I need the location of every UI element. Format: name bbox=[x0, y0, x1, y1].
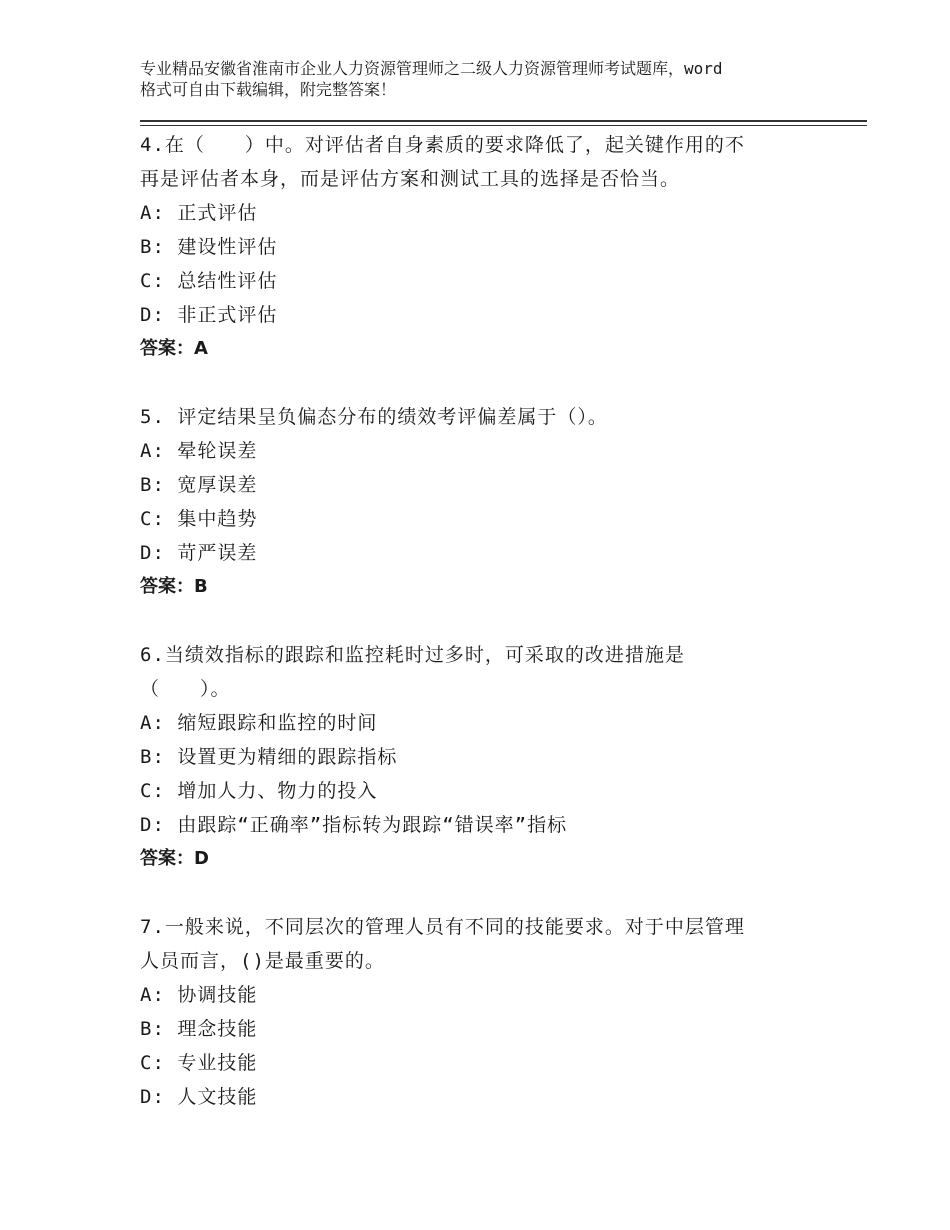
question-5 bbox=[140, 400, 820, 604]
answer-label: 答案：A bbox=[140, 338, 208, 359]
option-c: C: 专业技能 bbox=[140, 1052, 258, 1074]
question-4 bbox=[140, 128, 820, 366]
answer-label: 答案：D bbox=[140, 848, 209, 869]
option-d: D: 由跟踪“正确率”指标转为跟踪“错误率”指标 bbox=[140, 814, 568, 836]
question-stem-line: 再是评估者本身，而是评估方案和测试工具的选择是否恰当。 bbox=[140, 168, 681, 190]
option-b: B: 宽厚误差 bbox=[140, 474, 258, 496]
option-b: B: 理念技能 bbox=[140, 1018, 258, 1040]
question-stem-line: 6.当绩效指标的跟踪和监控耗时过多时，可采取的改进措施是 bbox=[140, 644, 685, 666]
question-stem-line: 5. 评定结果呈负偏态分布的绩效考评偏差属于（）。 bbox=[140, 406, 608, 428]
question-stem-line: （ ）。 bbox=[140, 678, 231, 700]
question-6 bbox=[140, 638, 820, 876]
option-c: C: 增加人力、物力的投入 bbox=[140, 780, 378, 802]
document-header bbox=[140, 58, 840, 100]
option-a: A: 缩短跟踪和监控的时间 bbox=[140, 712, 378, 734]
question-7 bbox=[140, 910, 820, 1114]
option-c: C: 总结性评估 bbox=[140, 270, 278, 292]
option-b: B: 建设性评估 bbox=[140, 236, 278, 258]
header-line-2: 格式可自由下载编辑，附完整答案！ bbox=[140, 80, 397, 99]
header-divider-thin bbox=[140, 125, 867, 126]
question-stem-line: 人员而言，()是最重要的。 bbox=[140, 950, 385, 972]
question-stem-line: 4.在（ ）中。对评估者自身素质的要求降低了，起关键作用的不 bbox=[140, 134, 745, 156]
question-list bbox=[140, 128, 820, 1114]
option-c: C: 集中趋势 bbox=[140, 508, 258, 530]
option-d: D: 人文技能 bbox=[140, 1086, 258, 1108]
option-d: D: 苛严误差 bbox=[140, 542, 258, 564]
answer-label: 答案：B bbox=[140, 576, 208, 597]
header-divider-thick bbox=[140, 120, 867, 122]
header-line-1: 专业精品安徽省淮南市企业人力资源管理师之二级人力资源管理师考试题库，word bbox=[140, 59, 723, 78]
option-a: A: 正式评估 bbox=[140, 202, 258, 224]
option-d: D: 非正式评估 bbox=[140, 304, 278, 326]
option-b: B: 设置更为精细的跟踪指标 bbox=[140, 746, 398, 768]
option-a: A: 晕轮误差 bbox=[140, 440, 258, 462]
question-stem-line: 7.一般来说，不同层次的管理人员有不同的技能要求。对于中层管理 bbox=[140, 916, 745, 938]
option-a: A: 协调技能 bbox=[140, 984, 258, 1006]
